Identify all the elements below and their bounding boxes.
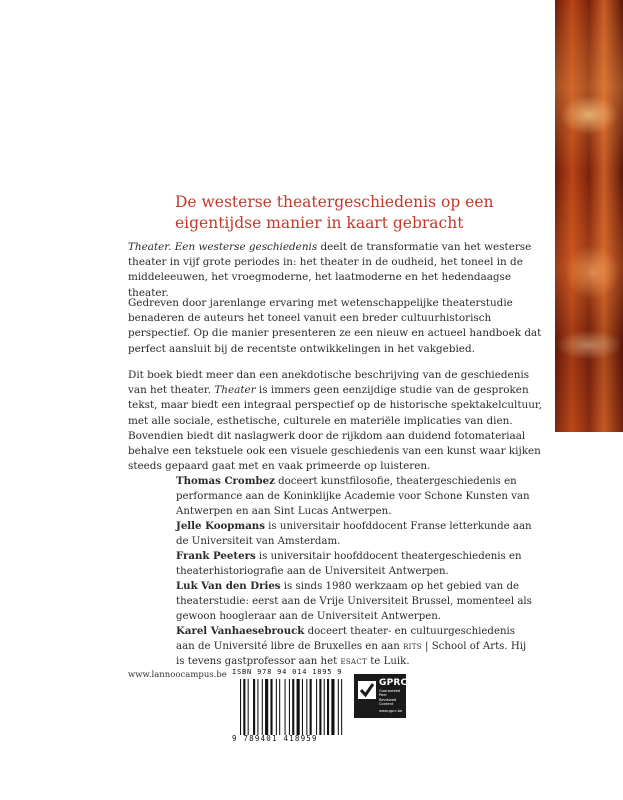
headline-line-2: eigentijdse manier in kaart gebracht <box>175 214 464 232</box>
barcode-bar <box>240 679 241 735</box>
checkmark-icon <box>357 680 377 700</box>
author-name: Thomas Crombez <box>176 475 275 487</box>
isbn-label: ISBN 978 94 014 1895 9 <box>232 668 343 676</box>
barcode-bar <box>243 679 245 735</box>
barcode-bar <box>265 679 268 735</box>
barcode-bars <box>240 679 344 735</box>
barcode-bar <box>319 679 321 735</box>
barcode-bar <box>276 679 277 735</box>
light-flare <box>565 245 620 300</box>
author-name: Frank Peeters <box>176 550 256 562</box>
barcode-bar <box>331 679 334 735</box>
barcode-bar <box>302 679 303 735</box>
gprc-title: GPRC <box>379 678 408 688</box>
author-name: Jelle Koopmans <box>176 520 265 532</box>
barcode-digits: 9 789401 418959 <box>232 734 318 743</box>
barcode-bar <box>316 679 317 735</box>
author-bio: Luk Van den Dries is sinds 1980 werkzaam op het gebied van de theaterstudie: eerst aan de Vrije Universiteit Brussel, momenteel als gewoon hoogleraar aan de Universiteit Antwerpen. <box>176 580 532 622</box>
barcode-bar <box>257 679 258 735</box>
barcode-bar <box>253 679 255 735</box>
author-bio: Frank Peeters is universitair hoofddocent theatergeschiedenis en theaterhistoriografie aan de Universiteit Antwerpen. <box>176 550 522 577</box>
light-flare <box>555 330 623 360</box>
barcode-bar <box>270 679 272 735</box>
barcode-bar <box>248 679 249 735</box>
barcode-bar <box>310 679 312 735</box>
gprc-logo <box>354 674 406 718</box>
barcode-bar <box>262 679 263 735</box>
barcode-bar <box>324 679 325 735</box>
rits-acronym: rits <box>403 641 422 652</box>
book-title-italic: Theater <box>214 384 256 397</box>
publisher-url: www.lannoocampus.be <box>128 670 227 680</box>
paragraph-3: Dit boek biedt meer dan een anekdotische beschrijving van de geschiedenis van het theater. Theater is immers geen eenzijdige studie van de gesproken tekst, maar biedt een integraal perspectief op de historische spektakelcultuur, met alle sociale, esthetische, culturele en materiële implicaties van dien. Bovendien biedt dit naslagwerk door de rijkdom aan duidend fotomateriaal behalve een tekstuele ook een visuele geschiedenis van een kunst waar kijken steeds gepaard gaat met en vaak primeerde op luisteren. <box>128 369 543 473</box>
barcode-bar <box>285 679 286 735</box>
author-bio: Karel Vanhaesebrouck doceert theater- en cultuurgeschiedenis aan de Université libre de Bruxelles en aan rits | School of Arts. Hij is tevens gastprofessor aan het esact te Luik. <box>176 625 527 667</box>
paragraph-2: Gedreven door jarenlange ervaring met wetenschappelijke theaterstudie benaderen de auteurs het toneel vanuit een breder cultuurhistorisch perspectief. Op die manier presenteren ze een nieuw en actueel handboek dat perfect aansluit bij de recentste ontwikkelingen in het vakgebied. <box>128 297 542 355</box>
esact-acronym: esact <box>340 656 367 667</box>
gprc-url: www.gprc.be <box>379 709 403 713</box>
author-bios <box>176 474 536 669</box>
barcode-bar <box>292 679 294 735</box>
cover-photo-strip <box>555 0 623 432</box>
barcode-bar <box>289 679 290 735</box>
headline-line-1: De westerse theatergeschiedenis op een <box>175 193 494 211</box>
intro-text: deelt de transformatie van het westerse theater in vijf grote periodes in: het theater in de oudheid, het toneel in de middeleeuwen, het vroegmoderne, het laatmoderne en het hedendaagse theater. <box>128 241 532 299</box>
author-bio: Jelle Koopmans is universitair hoofddocent Franse letterkunde aan de Universiteit van Amsterdam. <box>176 520 532 547</box>
barcode-bar <box>279 679 280 735</box>
book-title-italic: Theater. Een westerse geschiedenis <box>128 241 318 253</box>
barcode-bar <box>297 679 300 735</box>
barcode-bar <box>338 679 339 735</box>
barcode-bar <box>306 679 307 735</box>
light-flare <box>560 95 618 135</box>
barcode-bar <box>327 679 329 735</box>
intro-paragraph <box>128 240 548 301</box>
author-name: Luk Van den Dries <box>176 580 281 592</box>
author-name: Karel Vanhaesebrouck <box>176 625 305 637</box>
isbn-barcode <box>232 668 347 748</box>
gprc-subtitle: Guaranteed Peer Reviewed Content <box>379 689 401 707</box>
author-bio: Thomas Crombez doceert kunstfilosofie, theatergeschiedenis en performance aan de Koninklijke Academie voor Schone Kunsten van Antwerpen en aan Sint Lucas Antwerpen. <box>176 475 530 517</box>
barcode-bar <box>341 679 342 735</box>
headline <box>175 192 535 234</box>
